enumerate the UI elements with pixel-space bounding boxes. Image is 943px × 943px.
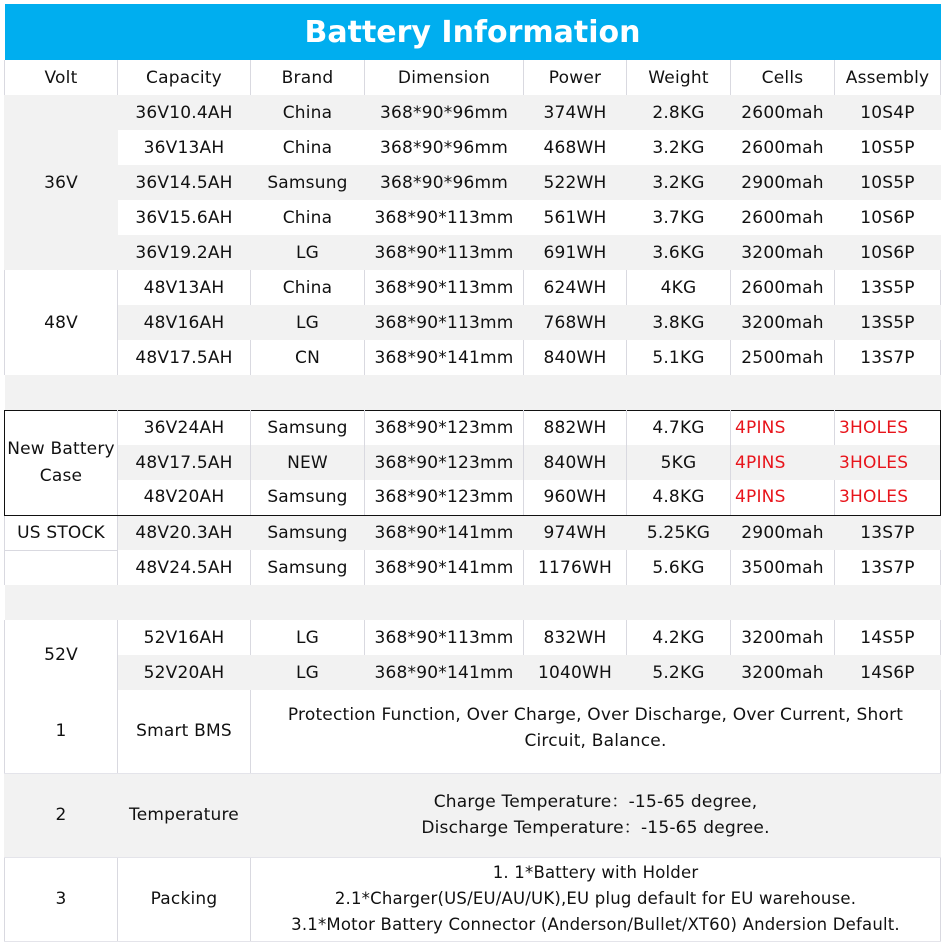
cell-weight: 5.25KG — [627, 515, 731, 550]
cell-power: 374WH — [524, 95, 627, 130]
cell-power: 624WH — [524, 270, 627, 305]
cell-assembly: 14S6P — [835, 655, 941, 690]
cell-dimension: 368*90*96mm — [365, 95, 524, 130]
cell-assembly: 10S5P — [835, 165, 941, 200]
spec-line: 1. 1*Battery with Holder — [492, 863, 699, 882]
spacer — [5, 585, 941, 620]
table-row — [5, 410, 941, 445]
cell-power: 840WH — [524, 340, 627, 375]
cell-brand: LG — [251, 655, 365, 690]
cell-cells-pins: 4PINS — [731, 480, 835, 515]
cell-brand: NEW — [251, 445, 365, 480]
cell-brand: LG — [251, 305, 365, 340]
spec-row-temperature — [5, 773, 941, 857]
spec-description — [251, 857, 941, 941]
spec-name: Smart BMS — [118, 690, 251, 773]
cell-cells: 2600mah — [731, 270, 835, 305]
cell-assembly: 13S7P — [835, 515, 941, 550]
cell-power: 882WH — [524, 410, 627, 445]
cell-cells: 3500mah — [731, 550, 835, 585]
cell-dimension: 368*90*123mm — [365, 445, 524, 480]
cell-weight: 5.6KG — [627, 550, 731, 585]
table-row — [5, 165, 941, 200]
cell-brand: China — [251, 200, 365, 235]
cell-capacity: 36V13AH — [118, 130, 251, 165]
table-row — [5, 270, 941, 305]
table-row — [5, 95, 941, 130]
cell-capacity: 48V20AH — [118, 480, 251, 515]
spec-row-smart-bms — [5, 690, 941, 773]
cell-capacity: 48V13AH — [118, 270, 251, 305]
cell-capacity: 48V24.5AH — [118, 550, 251, 585]
col-header-assembly: Assembly — [835, 60, 941, 95]
col-header-cells: Cells — [731, 60, 835, 95]
cell-power: 974WH — [524, 515, 627, 550]
cell-brand: Samsung — [251, 550, 365, 585]
cell-brand: Samsung — [251, 515, 365, 550]
group-label-48v: 48V — [5, 270, 118, 375]
cell-capacity: 36V10.4AH — [118, 95, 251, 130]
header-row — [5, 60, 941, 95]
cell-weight: 2.8KG — [627, 95, 731, 130]
cell-weight: 3.2KG — [627, 130, 731, 165]
cell-capacity: 36V14.5AH — [118, 165, 251, 200]
table-row — [5, 550, 941, 585]
spec-row-packing — [5, 857, 941, 941]
spec-line: Discharge Temperature：-15-65 degree. — [421, 818, 770, 838]
table-row — [5, 305, 941, 340]
cell-weight: 3.7KG — [627, 200, 731, 235]
cell-brand: Samsung — [251, 410, 365, 445]
cell-dimension: 368*90*123mm — [365, 480, 524, 515]
cell-dimension: 368*90*96mm — [365, 130, 524, 165]
cell-power: 1040WH — [524, 655, 627, 690]
table-row — [5, 130, 941, 165]
col-header-brand: Brand — [251, 60, 365, 95]
cell-cells: 3200mah — [731, 620, 835, 655]
col-header-weight: Weight — [627, 60, 731, 95]
cell-brand: CN — [251, 340, 365, 375]
cell-weight: 4.7KG — [627, 410, 731, 445]
cell-dimension: 368*90*96mm — [365, 165, 524, 200]
cell-brand: China — [251, 270, 365, 305]
cell-power: 1176WH — [524, 550, 627, 585]
cell-dimension: 368*90*141mm — [365, 550, 524, 585]
cell-power: 768WH — [524, 305, 627, 340]
cell-power: 522WH — [524, 165, 627, 200]
spec-description — [251, 773, 941, 857]
cell-assembly: 10S6P — [835, 200, 941, 235]
cell-capacity: 36V24AH — [118, 410, 251, 445]
cell-assembly-holes: 3HOLES — [835, 445, 941, 480]
title-row — [5, 4, 941, 60]
table-row — [5, 655, 941, 690]
cell-brand: LG — [251, 235, 365, 270]
table-row — [5, 445, 941, 480]
cell-cells: 2500mah — [731, 340, 835, 375]
spec-number: 1 — [5, 690, 118, 773]
cell-brand: China — [251, 130, 365, 165]
cell-dimension: 368*90*113mm — [365, 235, 524, 270]
cell-cells: 2900mah — [731, 515, 835, 550]
col-header-capacity: Capacity — [118, 60, 251, 95]
cell-capacity: 52V16AH — [118, 620, 251, 655]
cell-dimension: 368*90*113mm — [365, 620, 524, 655]
table-row — [5, 515, 941, 550]
cell-power: 960WH — [524, 480, 627, 515]
table-row — [5, 340, 941, 375]
col-header-power: Power — [524, 60, 627, 95]
group-label-36v: 36V — [5, 95, 118, 270]
group-label-us-stock: US STOCK — [5, 515, 118, 550]
cell-assembly: 10S4P — [835, 95, 941, 130]
cell-assembly: 13S5P — [835, 270, 941, 305]
spacer — [5, 375, 941, 410]
cell-weight: 5KG — [627, 445, 731, 480]
battery-table — [4, 4, 941, 942]
cell-weight: 4.2KG — [627, 620, 731, 655]
group-label-new-battery-case: New Battery Case — [5, 410, 118, 515]
cell-assembly: 10S6P — [835, 235, 941, 270]
cell-brand: LG — [251, 620, 365, 655]
cell-cells: 3200mah — [731, 655, 835, 690]
table-row — [5, 620, 941, 655]
cell-power: 832WH — [524, 620, 627, 655]
table-row — [5, 235, 941, 270]
cell-assembly: 13S7P — [835, 340, 941, 375]
spec-description: Protection Function, Over Charge, Over Discharge, Over Current, Short Circuit, Balance. — [251, 690, 941, 773]
cell-capacity: 48V20.3AH — [118, 515, 251, 550]
cell-capacity: 36V15.6AH — [118, 200, 251, 235]
spec-number: 2 — [5, 773, 118, 857]
cell-cells-pins: 4PINS — [731, 445, 835, 480]
cell-dimension: 368*90*141mm — [365, 340, 524, 375]
cell-assembly-holes: 3HOLES — [835, 410, 941, 445]
cell-cells: 2600mah — [731, 130, 835, 165]
spec-line: 2.1*Charger(US/EU/AU/UK),EU plug default for EU warehouse. — [334, 889, 857, 908]
cell-capacity: 36V19.2AH — [118, 235, 251, 270]
cell-weight: 3.8KG — [627, 305, 731, 340]
cell-brand: Samsung — [251, 480, 365, 515]
cell-weight: 4KG — [627, 270, 731, 305]
cell-assembly: 14S5P — [835, 620, 941, 655]
spacer-row — [5, 585, 941, 620]
cell-weight: 3.6KG — [627, 235, 731, 270]
cell-capacity: 52V20AH — [118, 655, 251, 690]
cell-weight: 3.2KG — [627, 165, 731, 200]
cell-weight: 5.1KG — [627, 340, 731, 375]
spec-name: Packing — [118, 857, 251, 941]
group-label-empty — [5, 550, 118, 585]
cell-capacity: 48V17.5AH — [118, 340, 251, 375]
cell-capacity: 48V16AH — [118, 305, 251, 340]
cell-assembly: 13S7P — [835, 550, 941, 585]
cell-cells: 2600mah — [731, 200, 835, 235]
cell-dimension: 368*90*113mm — [365, 270, 524, 305]
table-row — [5, 200, 941, 235]
cell-capacity: 48V17.5AH — [118, 445, 251, 480]
cell-weight: 4.8KG — [627, 480, 731, 515]
cell-assembly: 13S5P — [835, 305, 941, 340]
spec-number: 3 — [5, 857, 118, 941]
cell-brand: Samsung — [251, 165, 365, 200]
cell-cells: 3200mah — [731, 235, 835, 270]
spec-line: 3.1*Motor Battery Connector (Anderson/Bullet/XT60) Andersion Default. — [291, 915, 900, 934]
spacer-row — [5, 375, 941, 410]
page-title: Battery Information — [5, 4, 941, 60]
cell-power: 468WH — [524, 130, 627, 165]
spec-name: Temperature — [118, 773, 251, 857]
cell-brand: China — [251, 95, 365, 130]
cell-cells-pins: 4PINS — [731, 410, 835, 445]
cell-assembly-holes: 3HOLES — [835, 480, 941, 515]
cell-dimension: 368*90*113mm — [365, 305, 524, 340]
cell-power: 840WH — [524, 445, 627, 480]
col-header-dimension: Dimension — [365, 60, 524, 95]
cell-dimension: 368*90*141mm — [365, 515, 524, 550]
cell-weight: 5.2KG — [627, 655, 731, 690]
cell-dimension: 368*90*123mm — [365, 410, 524, 445]
spec-line: Charge Temperature：-15-65 degree, — [433, 792, 758, 812]
group-label-52v: 52V — [5, 620, 118, 690]
col-header-volt: Volt — [5, 60, 118, 95]
cell-cells: 3200mah — [731, 305, 835, 340]
cell-assembly: 10S5P — [835, 130, 941, 165]
table-row — [5, 480, 941, 515]
cell-cells: 2900mah — [731, 165, 835, 200]
cell-power: 691WH — [524, 235, 627, 270]
cell-dimension: 368*90*141mm — [365, 655, 524, 690]
cell-dimension: 368*90*113mm — [365, 200, 524, 235]
battery-information-sheet — [4, 4, 940, 942]
cell-power: 561WH — [524, 200, 627, 235]
cell-cells: 2600mah — [731, 95, 835, 130]
